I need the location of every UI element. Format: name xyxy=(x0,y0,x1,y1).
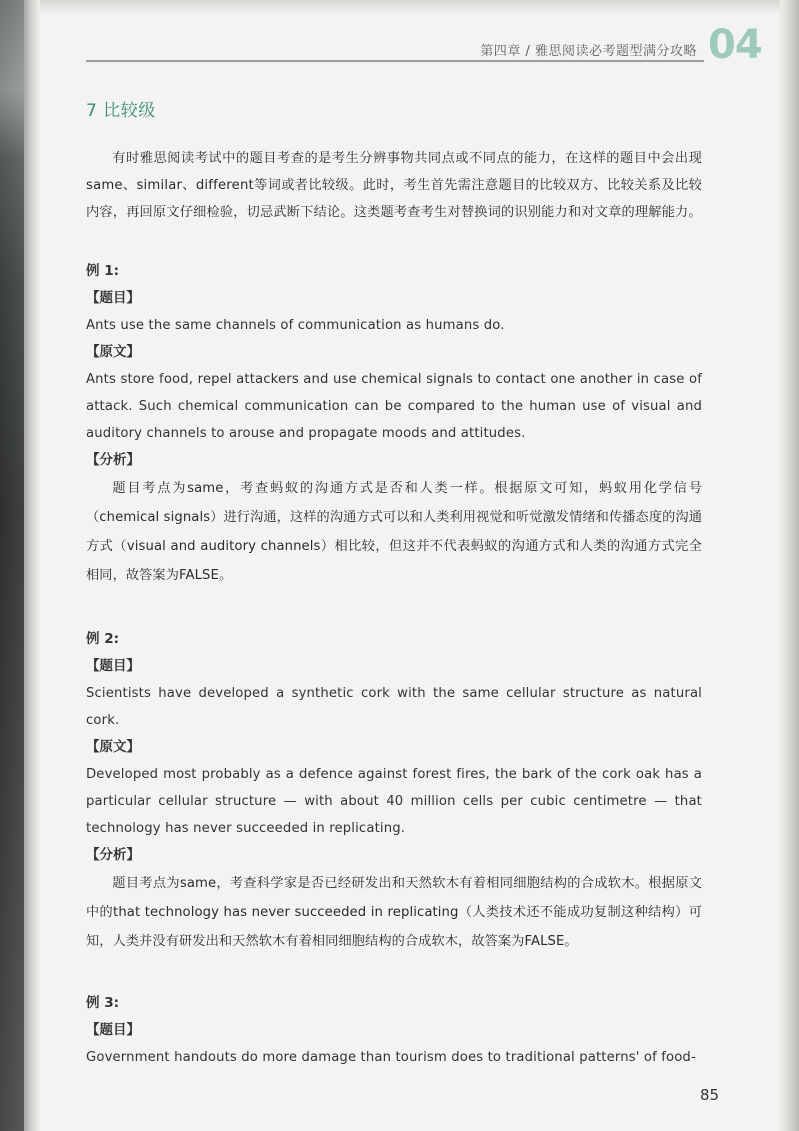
running-header: 第四章 / 雅思阅读必考题型满分攻略 xyxy=(480,44,697,59)
analysis-text: 题目考点为same，考查科学家是否已经研发出和天然软木有着相同细胞结构的合成软木。根据原文中的that technology has never succeeded in replicating（人类技术还不能成功复制这种结构）可知，人类并没有研发出和天然软木有着相同细胞结构的合成软木，故答案为FALSE。 xyxy=(86,876,702,949)
page-number: 85 xyxy=(700,1086,720,1104)
question-text: Government handouts do more damage than tourism does to traditional patterns' of food- xyxy=(86,1050,696,1065)
question-text: Ants use the same channels of communication as humans do. xyxy=(86,318,505,333)
example-2 xyxy=(86,626,702,956)
page-content xyxy=(86,96,702,1071)
page-right-edge xyxy=(777,0,799,1131)
analysis-heading: 【分析】 xyxy=(86,452,140,468)
source-heading: 【原文】 xyxy=(86,344,140,360)
analysis-heading: 【分析】 xyxy=(86,847,140,863)
question-heading: 【题目】 xyxy=(86,290,140,306)
analysis-text: 题目考点为same，考查蚂蚁的沟通方式是否和人类一样。根据原文可知，蚂蚁用化学信号（chemical signals）进行沟通，这样的沟通方式可以和人类利用视觉和听觉激发情绪和传播态度的沟通方式（visual and auditory channels）相比较，但这并不代表蚂蚁的沟通方式和人类的沟通方式完全相同，故答案为FALSE。 xyxy=(86,481,702,583)
source-text: Developed most probably as a defence against forest fires, the bark of the cork oak has a particular cellular structure — with about 40 million cells per cubic centimetre — that technology has never succeeded in replicating. xyxy=(86,767,702,836)
section-title: 7 比较级 xyxy=(86,101,156,121)
question-heading: 【题目】 xyxy=(86,658,140,674)
source-text: Ants store food, repel attackers and use chemical signals to contact one another in case of attack. Such chemical communication can be compared to the human use of visual and auditory channels to arouse and propagate moods and attitudes. xyxy=(86,372,702,441)
question-text: Scientists have developed a synthetic cork with the same cellular structure as natural cork. xyxy=(86,686,702,728)
example-3 xyxy=(86,990,702,1071)
book-spine-edge xyxy=(0,0,24,1131)
header-rule xyxy=(86,60,704,62)
example-label: 例 1: xyxy=(86,263,119,279)
source-heading: 【原文】 xyxy=(86,739,140,755)
section-intro: 有时雅思阅读考试中的题目考查的是考生分辨事物共同点或不同点的能力，在这样的题目中会出现same、similar、different等词或者比较级。此时，考生首先需注意题目的比较双方、比较关系及比较内容，再回原文仔细检验，切忌武断下结论。这类题考查考生对替换词的识别能力和对文章的理解能力。 xyxy=(86,151,702,220)
example-label: 例 3: xyxy=(86,995,119,1011)
page-top-shadow xyxy=(40,0,780,14)
question-heading: 【题目】 xyxy=(86,1022,140,1038)
example-1 xyxy=(86,258,702,590)
chapter-number: 04 xyxy=(708,22,762,68)
example-label: 例 2: xyxy=(86,631,119,647)
